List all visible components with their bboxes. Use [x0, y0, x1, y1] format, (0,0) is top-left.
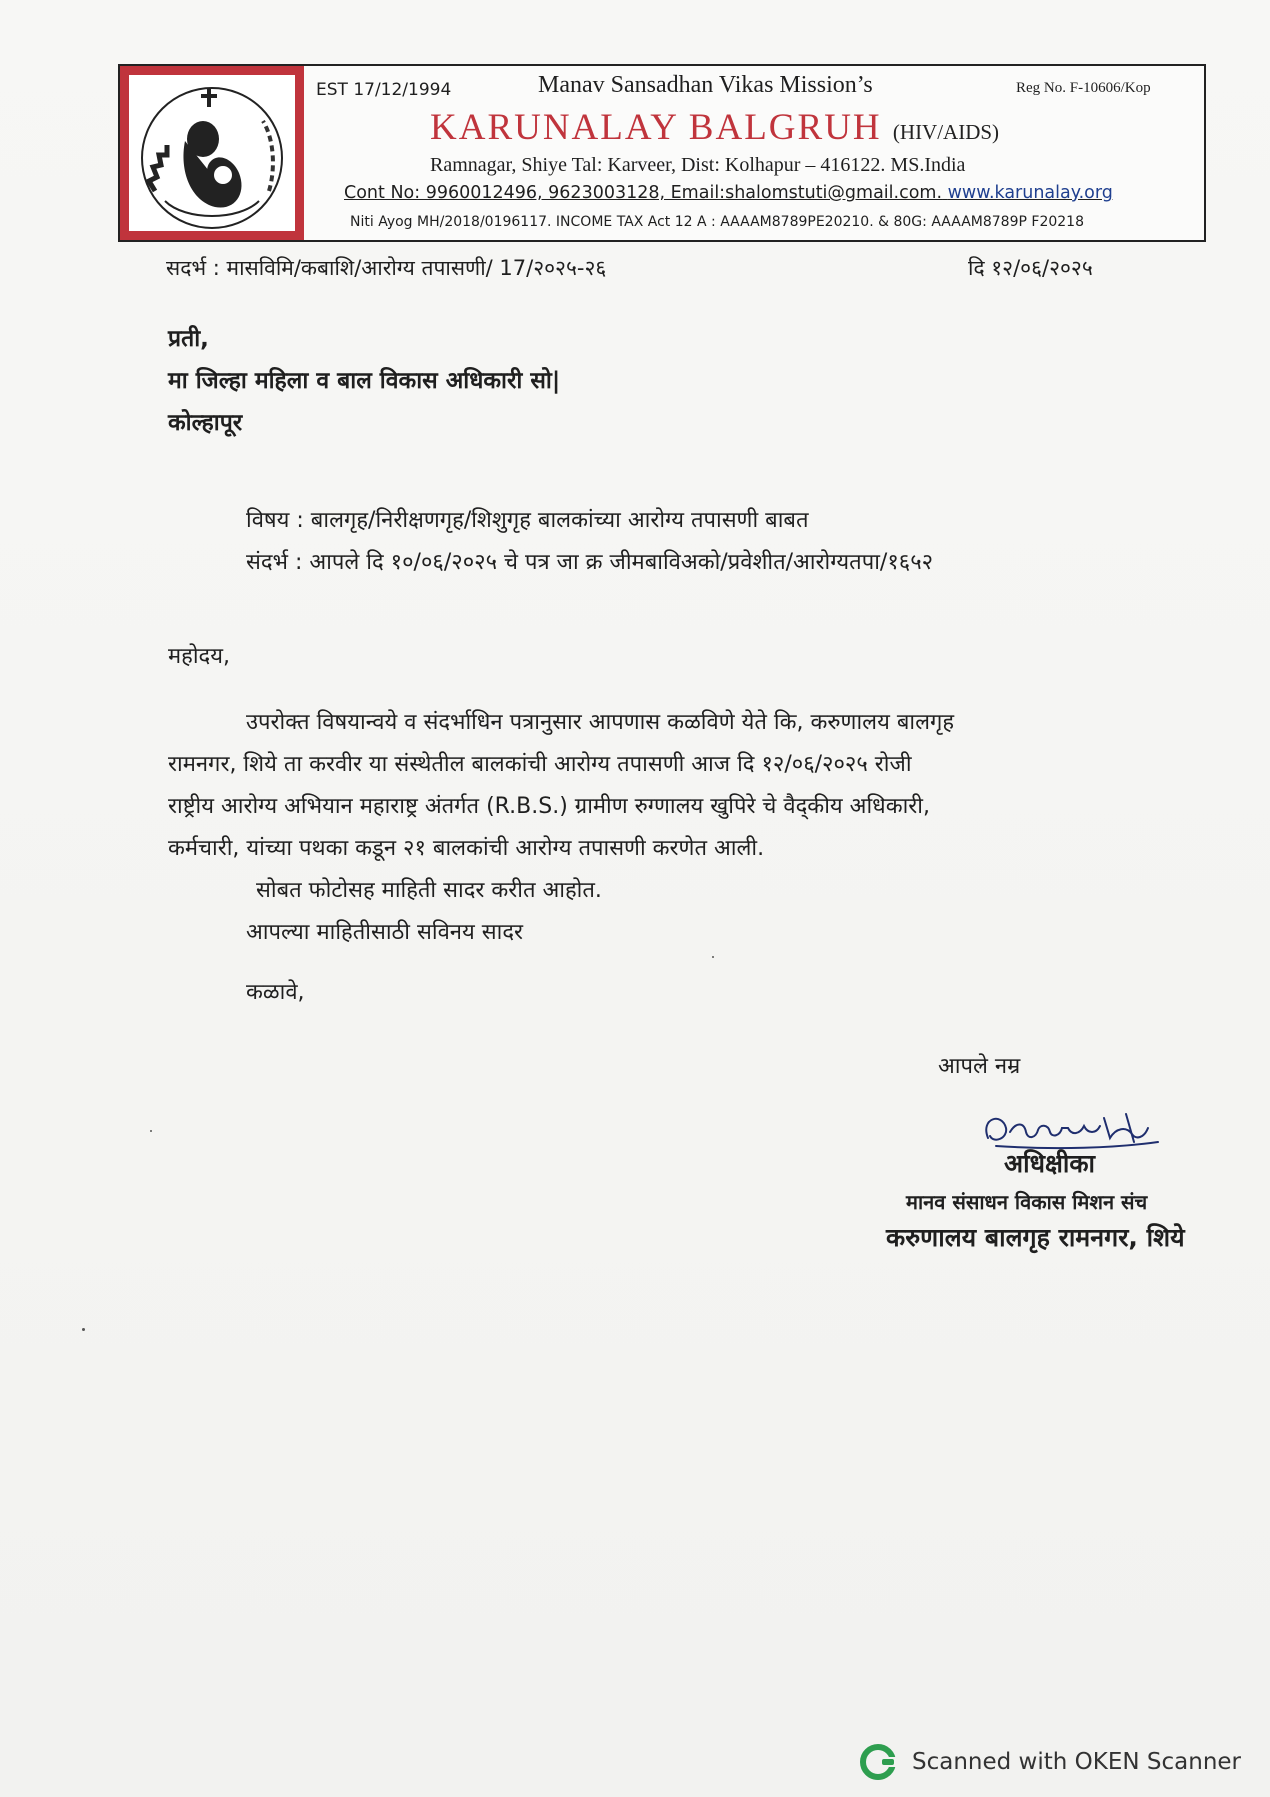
recipient-designation: मा जिल्हा महिला व बाल विकास अधिकारी सो|	[168, 368, 561, 394]
organization-name-main: KARUNALAY BALGRUH	[430, 107, 882, 148]
body-paragraph	[168, 702, 1186, 954]
subject-block	[246, 500, 933, 584]
yours-faithfully: आपले नम्र	[938, 1054, 1021, 1079]
scanner-text: Scanned with OKEN Scanner	[912, 1749, 1241, 1775]
body-line: आपल्या माहितीसाठी सविनय सादर	[246, 920, 524, 945]
contact-details: Cont No: 9960012496, 9623003128, Email:shalomstuti@gmail.com.	[344, 183, 943, 203]
established-date: EST 17/12/1994	[316, 80, 452, 100]
website-link[interactable]: www.karunalay.org	[947, 183, 1113, 203]
scanner-watermark	[860, 1744, 1241, 1780]
organization-name-sub: (HIV/AIDS)	[892, 120, 1000, 144]
organization-logo	[120, 66, 304, 240]
salutation: महोदय,	[168, 644, 230, 669]
signatory-institution: करुणालय बालगृह रामनगर, शिये	[886, 1223, 1185, 1252]
mother-child-logo-icon	[135, 81, 289, 235]
organization-name	[430, 106, 999, 149]
scan-speck	[82, 1328, 85, 1331]
body-line: उपरोक्त विषयान्वये व संदर्भाधिन पत्रानुसार आपणास कळविणे येते कि, करुणालय बालगृह	[246, 710, 955, 735]
closing-word: कळावे,	[246, 980, 305, 1005]
body-line: कर्मचारी, यांच्या पथका कडून २१ बालकांची आरोग्य तपासणी करणेत आली.	[168, 836, 765, 861]
subject-line: विषय : बालगृह/निरीक्षणगृह/शिशुगृह बालकांच्या आरोग्य तपासणी बाबत	[246, 508, 809, 533]
contact-line	[344, 183, 1113, 203]
letter-date: दि १२/०६/२०२५	[968, 256, 1093, 280]
body-line: रामनगर, शिये ता करवीर या संस्थेतील बालकांची आरोग्य तपासणी आज दि १२/०६/२०२५ रोजी	[168, 752, 912, 777]
organization-address: Ramnagar, Shiye Tal: Karveer, Dist: Kolhapur – 416122. MS.India	[430, 154, 966, 176]
body-line: सोबत फोटोसह माहिती सादर करीत आहोत.	[256, 878, 602, 903]
registration-number: Reg No. F-10606/Kop	[1016, 80, 1151, 96]
signatory-organization: मानव संसाधन विकास मिशन संच	[906, 1190, 1148, 1214]
registration-details: Niti Ayog MH/2018/0196117. INCOME TAX Act 12 A : AAAAM8789PE20210. & 80G: AAAAM8789P F20218	[350, 214, 1084, 230]
mission-name: Manav Sansadhan Vikas Mission’s	[538, 72, 873, 98]
recipient-prefix: प्रती,	[168, 326, 209, 352]
recipient-city: कोल्हापूर	[168, 410, 243, 436]
body-line: राष्ट्रीय आरोग्य अभियान महाराष्ट्र अंतर्गत (R.B.S.) ग्रामीण रुग्णालय खुपिरे चे वैद्कीय अधिकारी,	[168, 794, 930, 819]
reference-number: सदर्भ : मासविमि/कबाशि/आरोग्य तपासणी/ 17/२०२५-२६	[166, 256, 607, 280]
signatory-title: अधिक्षीका	[1004, 1149, 1096, 1178]
oken-scanner-logo-icon	[860, 1744, 896, 1780]
letterhead	[118, 64, 1206, 242]
recipient-block	[168, 318, 560, 444]
reference-line: संदर्भ : आपले दि १०/०६/२०२५ चे पत्र जा क्र जीमबाविअको/प्रवेशीत/आरोग्यतपा/१६५२	[246, 550, 934, 575]
scan-speck	[712, 956, 714, 958]
scan-speck	[150, 1130, 152, 1132]
